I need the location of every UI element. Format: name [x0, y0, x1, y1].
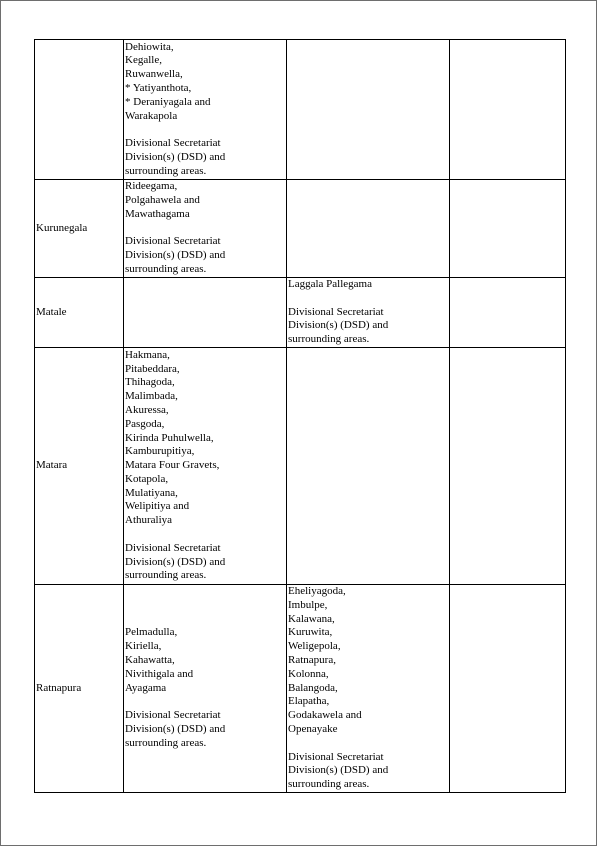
- areas-text: Hakmana, Pitabeddara, Thihagoda, Malimbada, Akuressa, Pasgoda, Kirinda Puhulwella, Kamburupitiya, Matara Four Gravets, Kotapola, Mulatiyana, Welipitiya and Athuraliya Divisional Secretariat Division(s) (DSD) and surrounding areas.: [125, 348, 226, 582]
- areas-cell-col-b: [287, 40, 450, 180]
- district-cell: [35, 585, 124, 793]
- areas-cell-col-a: [124, 348, 287, 585]
- areas-cell-col-c: [450, 180, 566, 278]
- district-name: Ratnapura: [36, 681, 82, 694]
- district-name: Kurunegala: [36, 221, 88, 234]
- areas-text: Dehiowita, Kegalle, Ruwanwella, * Yatiyanthota, * Deraniyagala and Warakapola Divisional Secretariat Division(s) (DSD) and surrounding areas.: [125, 40, 226, 177]
- district-cell: [35, 278, 124, 348]
- district-cell: [35, 40, 124, 180]
- areas-cell-col-a: [124, 278, 287, 348]
- areas-cell-col-b: [287, 180, 450, 278]
- areas-cell-col-b: [287, 278, 450, 348]
- areas-cell-col-c: [450, 585, 566, 793]
- areas-cell-col-b: [287, 348, 450, 585]
- areas-cell-col-a: [124, 40, 287, 180]
- areas-text: Rideegama, Polgahawela and Mawathagama Divisional Secretariat Division(s) (DSD) and surrounding areas.: [125, 180, 226, 275]
- areas-cell-col-c: [450, 348, 566, 585]
- table-row: [35, 585, 566, 793]
- areas-cell-col-a: [124, 180, 287, 278]
- areas-cell-col-c: [450, 40, 566, 180]
- table-row: [35, 348, 566, 585]
- areas-text: Laggala Pallegama Divisional Secretariat Division(s) (DSD) and surrounding areas.: [288, 278, 389, 346]
- district-areas-table: [34, 39, 566, 793]
- areas-cell-col-a: [124, 585, 287, 793]
- areas-cell-col-c: [450, 278, 566, 348]
- table-row: [35, 180, 566, 278]
- table-row: [35, 40, 566, 180]
- areas-text: Eheliyagoda, Imbulpe, Kalawana, Kuruwita, Weligepola, Ratnapura, Kolonna, Balangoda, Elapatha, Godakawela and Openayake Divisional Secretariat Division(s) (DSD) and surrounding areas.: [288, 585, 389, 791]
- district-cell: [35, 180, 124, 278]
- areas-text: Pelmadulla, Kiriella, Kahawatta, Nivithigala and Ayagama Divisional Secretariat Division(s) (DSD) and surrounding areas.: [125, 626, 226, 749]
- table-row: [35, 278, 566, 348]
- district-cell: [35, 348, 124, 585]
- district-name: Matara: [36, 459, 68, 472]
- district-name: Matale: [36, 305, 67, 318]
- areas-cell-col-b: [287, 585, 450, 793]
